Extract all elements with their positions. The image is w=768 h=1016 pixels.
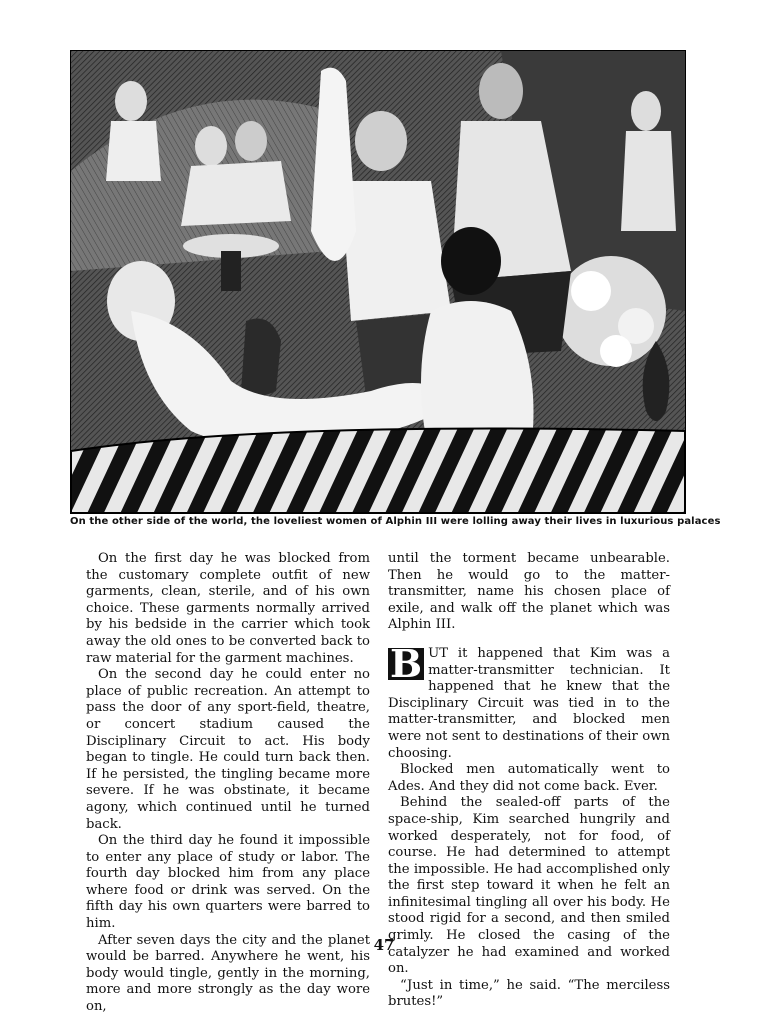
- drop-cap: B: [390, 640, 423, 686]
- illustration-image: [70, 50, 686, 514]
- paragraph: Behind the sealed-off parts of the space-ship, Kim searched hungrily and worked desperately, not for food, of course. He had determined to attempt the impossible. He had accomplished only the first step toward it when he felt an infinitesimal tingling all over his body. He stood rigid for a second, and then smiled grimly. He closed the casing of the catalyzer he had examined and worked on.: [388, 795, 670, 977]
- paragraph: After seven days the city and the planet would be barred. Anywhere he went, his body would tingle, gently in the morning, more and more strongly as the day wore on,: [86, 932, 370, 1015]
- dropcap-paragraph-text: UT it happened that Kim was a matter-transmitter technician. It happened that he knew that the Disciplinary Circuit was tied in to the matter-transmitter, and blocked men were not sent to destinations of their own choosing.: [388, 645, 670, 761]
- paragraph: On the first day he was blocked from the customary complete outfit of new garments, clean, sterile, and of his own choice. These garments normally arrived by his bedside in the carrier which took away the old ones to be converted back to raw material for the garment machines.: [86, 551, 370, 666]
- paragraph-continuation: until the torment became unbearable. Then he would go to the matter-transmitter, name his chosen place of exile, and walk off the planet which was Alphin III.: [388, 551, 670, 633]
- illustration-drawing: [71, 51, 685, 513]
- paragraph: On the third day he found it impossible to enter any place of study or labor. The fourth day blocked him from any place where food or drink was served. On the fifth day his own quarters were barred to him.: [86, 833, 370, 932]
- page-number: 47: [373, 936, 395, 954]
- paragraph: On the second day he could enter no place of public recreation. An attempt to pass the door of any sport-field, theatre, or concert stadium caused the Disciplinary Circuit to act. His body began to tingle. He could turn back then. If he persisted, the tingling became more severe. If he was obstinate, it became agony, which continued until he turned back.: [86, 667, 370, 832]
- paragraph: “Just in time,” he said. “The merciless brutes!”: [388, 977, 670, 1010]
- illustration-caption: On the other side of the world, the loveliest women of Alphin III were lolling away their lives in luxurious palaces: [70, 516, 721, 527]
- paragraph: Blocked men automatically went to Ades. And they did not come back. Ever.: [388, 762, 670, 794]
- paragraph-dropcap: [388, 640, 670, 762]
